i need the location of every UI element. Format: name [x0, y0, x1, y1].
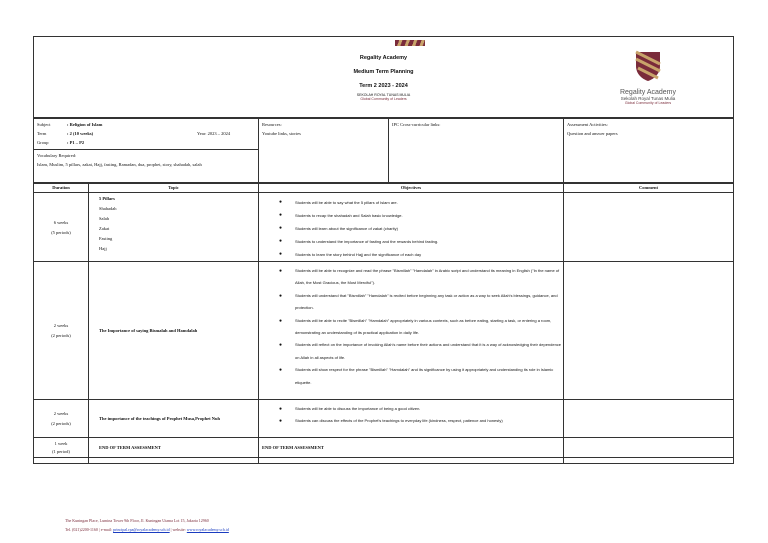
topic-item: Shahadah: [99, 206, 117, 211]
subject-row: [37, 122, 255, 127]
duration-header: Duration: [34, 184, 89, 193]
website-prefix: | website:: [169, 527, 187, 532]
topic-item: Salah: [99, 216, 109, 221]
ipc-cell: [389, 119, 564, 183]
column-headers: [34, 184, 734, 193]
resources-cell: [259, 119, 389, 183]
objective-item: ● Students to learn the story behind Hajj and the significance of each day: [281, 248, 563, 261]
objective-item: ● Students will be able to recognize and read the phrase "Bismillah" "Hamdalah" in Arabic script and understand its meaning in English ("In the name of Allah, the Most Gracious, the Most Merciful").: [281, 265, 563, 290]
table-row: [34, 438, 734, 458]
topic-item: Zakat: [99, 226, 110, 231]
topic-cell: [89, 400, 259, 438]
header-table: [33, 36, 734, 118]
logo-tagline: Global Community of Leaders: [624, 101, 672, 105]
objectives-cell: [259, 193, 564, 262]
info-details: [34, 119, 259, 183]
topic-title: END OF TERM ASSESSMENT: [99, 445, 161, 450]
assessment-cell: [564, 119, 734, 183]
comment-header: Comment: [564, 184, 734, 193]
periods-value: (5 periods): [51, 229, 71, 235]
topic-cell: [89, 438, 259, 458]
school-logo: [603, 50, 693, 105]
subject-value: : Religion of Islam: [67, 122, 103, 127]
table-row: [34, 262, 734, 400]
duration-cell: [34, 262, 89, 400]
resources-value: Youtube links, stories: [262, 131, 301, 136]
shield-icon: [634, 50, 662, 82]
duration-cell: [34, 193, 89, 262]
comment-cell: [564, 262, 734, 400]
objective-item: ● Students will be able to recite "Bismillah" "Hamdalah" appropriately in various contexts, such as before eating, starting a task, or entering a room, demonstrating an understanding of its practical application in daily life.: [281, 315, 563, 340]
objectives-cell: [259, 400, 564, 438]
duration-value: 2 weeks: [53, 323, 69, 328]
info-table: [33, 118, 734, 183]
objective-item: ● Students can discuss the effects of the Prophet's teachings to everyday life (kindness, respect, patience and honesty): [281, 415, 563, 427]
duration-cell: [34, 400, 89, 438]
empty-cell: [89, 458, 259, 464]
objective-item: ● Students will show respect for the phrase "Bismillah" "Hamdalah" and its significance by using it appropriately and understanding its role in Islamic etiquette.: [281, 364, 563, 389]
plan-table: [33, 183, 734, 464]
motto-line: SEKOLAH ROYAL TUNAS MULIA: [356, 93, 411, 97]
topic-item: Hajj: [99, 246, 107, 251]
empty-cell: [564, 458, 734, 464]
footer-contact: [65, 527, 229, 532]
objective-item: ● Students will understand that "Bismillah" "Hamdalah" is recited before beginning any task or action as a way to seek Allah's blessings, guidance, and protection.: [281, 290, 563, 315]
duration-value: 2 weeks: [53, 411, 69, 416]
duration-value: 6 weeks: [53, 219, 69, 225]
comment-cell: [564, 438, 734, 458]
vocab-value: Islam, Muslim, 5 pillars, zakat, Hajj, fasting, Ramadan, dua, prophet, story, shahadah, salah: [37, 162, 202, 167]
term-title: Term 2 2023 - 2024: [359, 83, 408, 89]
assessment-label: Assessment Activities:: [567, 122, 608, 127]
group-label: Group: [37, 140, 49, 145]
topic-item: 5 Pillars: [99, 196, 115, 201]
planning-document: [33, 36, 733, 464]
ipc-label: IPC Cross-curricular links:: [392, 122, 441, 127]
periods-value: (2 periods): [51, 421, 71, 426]
topic-title: The Importance of saying Bismalah and Hamdalah: [99, 328, 198, 333]
group-row: [37, 140, 255, 145]
group-value: : P1 – P2: [67, 140, 85, 145]
objectives-list: [259, 265, 563, 389]
footer: [65, 518, 229, 532]
website-link[interactable]: www.royalacademy.sch.id: [186, 527, 229, 532]
objectives-cell: [259, 262, 564, 400]
empty-cell: [34, 458, 89, 464]
topic-title: The importance of the teachings of Prophet Musa,Prophet Nuh: [99, 416, 220, 421]
table-row: [34, 400, 734, 438]
periods-value: (1 period): [52, 449, 70, 454]
term-row: [37, 131, 255, 136]
vocab-label: Vocabulary Required:: [37, 153, 77, 158]
empty-cell: [259, 458, 564, 464]
resources-label: Resources:: [262, 122, 282, 127]
duration-value: 1 week: [54, 441, 68, 446]
objective-item: ● Students will be able to discuss the importance of being a good citizen.: [281, 403, 563, 415]
objective-item: ● Students will learn about the significance of zakat (charity): [281, 222, 563, 235]
topic-cell: [89, 193, 259, 262]
year-value: Year: 2023 – 2024: [197, 131, 231, 136]
objective-item: ● Students to understand the importance of fasting and the rewards behind fasting.: [281, 235, 563, 248]
subject-label: Subject: [37, 122, 51, 127]
logo-subtitle: Sekolah Royal Tunas Mulia: [620, 96, 676, 101]
topic-header: Topic: [89, 184, 259, 193]
motto-line-2: Global Community of Leaders: [360, 97, 407, 101]
objectives-cell: [259, 438, 564, 458]
empty-row: [34, 458, 734, 464]
comment-cell: [564, 400, 734, 438]
duration-cell: [34, 438, 89, 458]
email-link[interactable]: principal.rpa@royalacademy.sch.id: [113, 527, 170, 532]
objective-item: ● Students to recap the shahadah and Salah basic knowledge.: [281, 209, 563, 222]
topic-cell: [89, 262, 259, 400]
table-row: [34, 193, 734, 262]
objectives-list: [259, 403, 563, 427]
document-title: Medium Term Planning: [353, 69, 414, 75]
objectives-list: [259, 196, 563, 261]
topic-item: Fasting: [99, 236, 113, 241]
objective-item: ● Students will be able to say what the 5 pillars of Islam are.: [281, 196, 563, 209]
term-value: : 2 (10 weeks): [67, 131, 94, 136]
contact-prefix: Tel. (021)2200-1160 | e-mail:: [65, 527, 114, 532]
school-name: Regality Academy: [359, 55, 408, 61]
footer-address: The Kuningan Place, Lumina Tower 9th Floor, Jl. Kuningan Utama Lot 15, Jakarta 12960: [65, 518, 209, 523]
assessment-value: Question and answer papers: [567, 131, 618, 136]
term-label: Term: [37, 131, 47, 136]
comment-cell: [564, 193, 734, 262]
objective-text: END OF TERM ASSESSMENT: [262, 445, 324, 450]
objectives-header: Objectives: [259, 184, 564, 193]
logo-name: Regality Academy: [619, 89, 677, 96]
periods-value: (2 periods): [51, 333, 71, 338]
objective-item: ● Students will reflect on the importance of invoking Allah's name before their actions and understand that it is a way of acknowledging their dependence on Allah in all aspects of life.: [281, 339, 563, 364]
